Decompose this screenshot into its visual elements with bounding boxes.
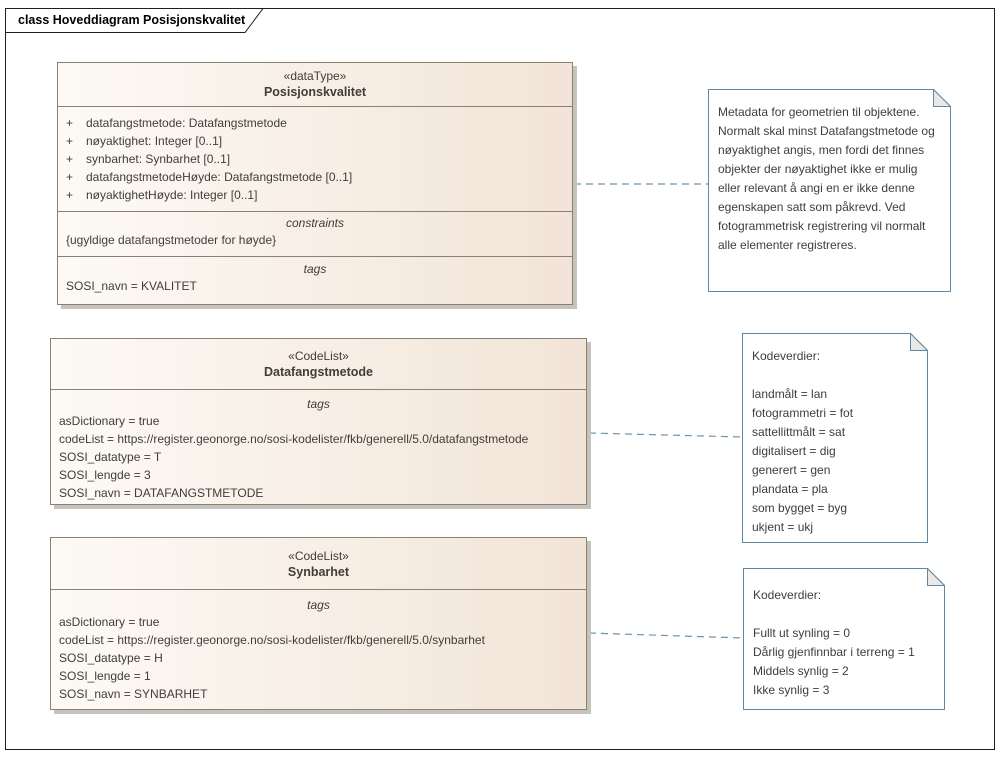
tag-text: asDictionary = true [59,414,160,428]
note-line: objekter der nøyaktighet ikke er mulig [718,162,918,176]
note-line: fotogrammetrisk registrering vil normalt [718,219,926,233]
tag-text: SOSI_lengde = 3 [59,468,151,482]
tag-text: codeList = https://register.geonorge.no/sosi-kodelister/fkb/generell/5.0/datafangstmetode [59,432,529,446]
note-line: Normalt skal minst Datafangstmetode og [718,124,935,138]
note-line: Middels synlig = 2 [753,664,849,678]
class-datafangstmetode [50,338,587,505]
note-synbarhet-kodeverdier [743,568,945,710]
class-name: Posisjonskvalitet [263,85,367,99]
note-line: generert = gen [752,463,831,477]
visibility-marker: + [66,170,74,184]
attribute-row [58,150,572,168]
attribute-text: nøyaktighetHøyde: Integer [0..1] [86,188,258,202]
note-line: sattellittmålt = sat [752,425,846,439]
note-line: eller relevant å angi en er ikke denne [718,181,915,195]
attribute-row [58,114,572,132]
note-line: fotogrammetri = fot [752,406,854,420]
visibility-marker: + [66,152,74,166]
tag-text: codeList = https://register.geonorge.no/sosi-kodelister/fkb/generell/5.0/synbarhet [59,633,485,647]
note-title: Kodeverdier: [752,349,821,363]
note-line: landmålt = lan [752,387,828,401]
attribute-text: synbarhet: Synbarhet [0..1] [86,152,231,166]
attribute-text: datafangstmetode: Datafangstmetode [86,116,287,130]
tags-compartment [51,589,586,711]
tag-text: SOSI_navn = DATAFANGSTMETODE [59,486,264,500]
tag-text: SOSI_navn = SYNBARHET [59,687,208,701]
note-line: Ikke synlig = 3 [753,683,830,697]
note-line: Dårlig gjenfinnbar i terreng = 1 [753,645,915,659]
stereotype-label: «dataType» [283,69,347,83]
note-line: Fullt ut synling = 0 [753,626,851,640]
tags-label: tags [307,397,330,411]
visibility-marker: + [66,116,74,130]
attribute-row [58,186,572,204]
class-header [51,339,586,389]
diagram-title: class Hoveddiagram Posisjonskvalitet [18,13,246,27]
visibility-marker: + [66,134,74,148]
tag-text: SOSI_navn = KVALITET [66,279,197,293]
note-datafangstmetode-kodeverdier [742,333,928,543]
note-line: nøyaktighet angis, men fordi det finnes [718,143,925,157]
note-title: Kodeverdier: [753,588,822,602]
note-line: ukjent = ukj [752,520,814,534]
stereotype-label: «CodeList» [288,349,349,363]
attribute-text: nøyaktighet: Integer [0..1] [86,134,223,148]
tags-compartment [51,389,586,506]
constraints-label: constraints [285,216,345,230]
note-line: alle elementer registreres. [718,238,857,252]
note-text [708,89,951,255]
tag-text: asDictionary = true [59,615,160,629]
tags-label: tags [307,598,330,612]
note-line: Metadata for geometrien til objektene. [718,105,920,119]
attribute-row [58,132,572,150]
attributes-compartment [58,106,572,211]
tag-text: SOSI_datatype = H [59,651,163,665]
attribute-row [58,168,572,186]
stereotype-label: «CodeList» [288,549,349,563]
tag-text: SOSI_datatype = T [59,450,162,464]
note-text [742,333,928,537]
constraint-text: {ugyldige datafangstmetoder for høyde} [66,233,277,247]
class-header [51,538,586,589]
note-line: digitalisert = dig [752,444,836,458]
constraints-compartment [58,211,572,256]
class-header [58,63,572,106]
tags-compartment [58,256,572,306]
note-line: egenskapen satt som påkrevd. Ved [718,200,906,214]
note-posisjonskvalitet [708,89,951,292]
class-name: Synbarhet [287,565,350,579]
tag-text: SOSI_lengde = 1 [59,669,151,683]
note-text [743,568,945,700]
class-posisjonskvalitet [57,62,573,305]
attribute-text: datafangstmetodeHøyde: Datafangstmetode [0..1] [86,170,353,184]
class-name: Datafangstmetode [263,365,374,379]
note-line: som bygget = byg [752,501,848,515]
note-line: plandata = pla [752,482,828,496]
class-synbarhet [50,537,587,710]
tags-label: tags [303,262,327,276]
visibility-marker: + [66,188,74,202]
